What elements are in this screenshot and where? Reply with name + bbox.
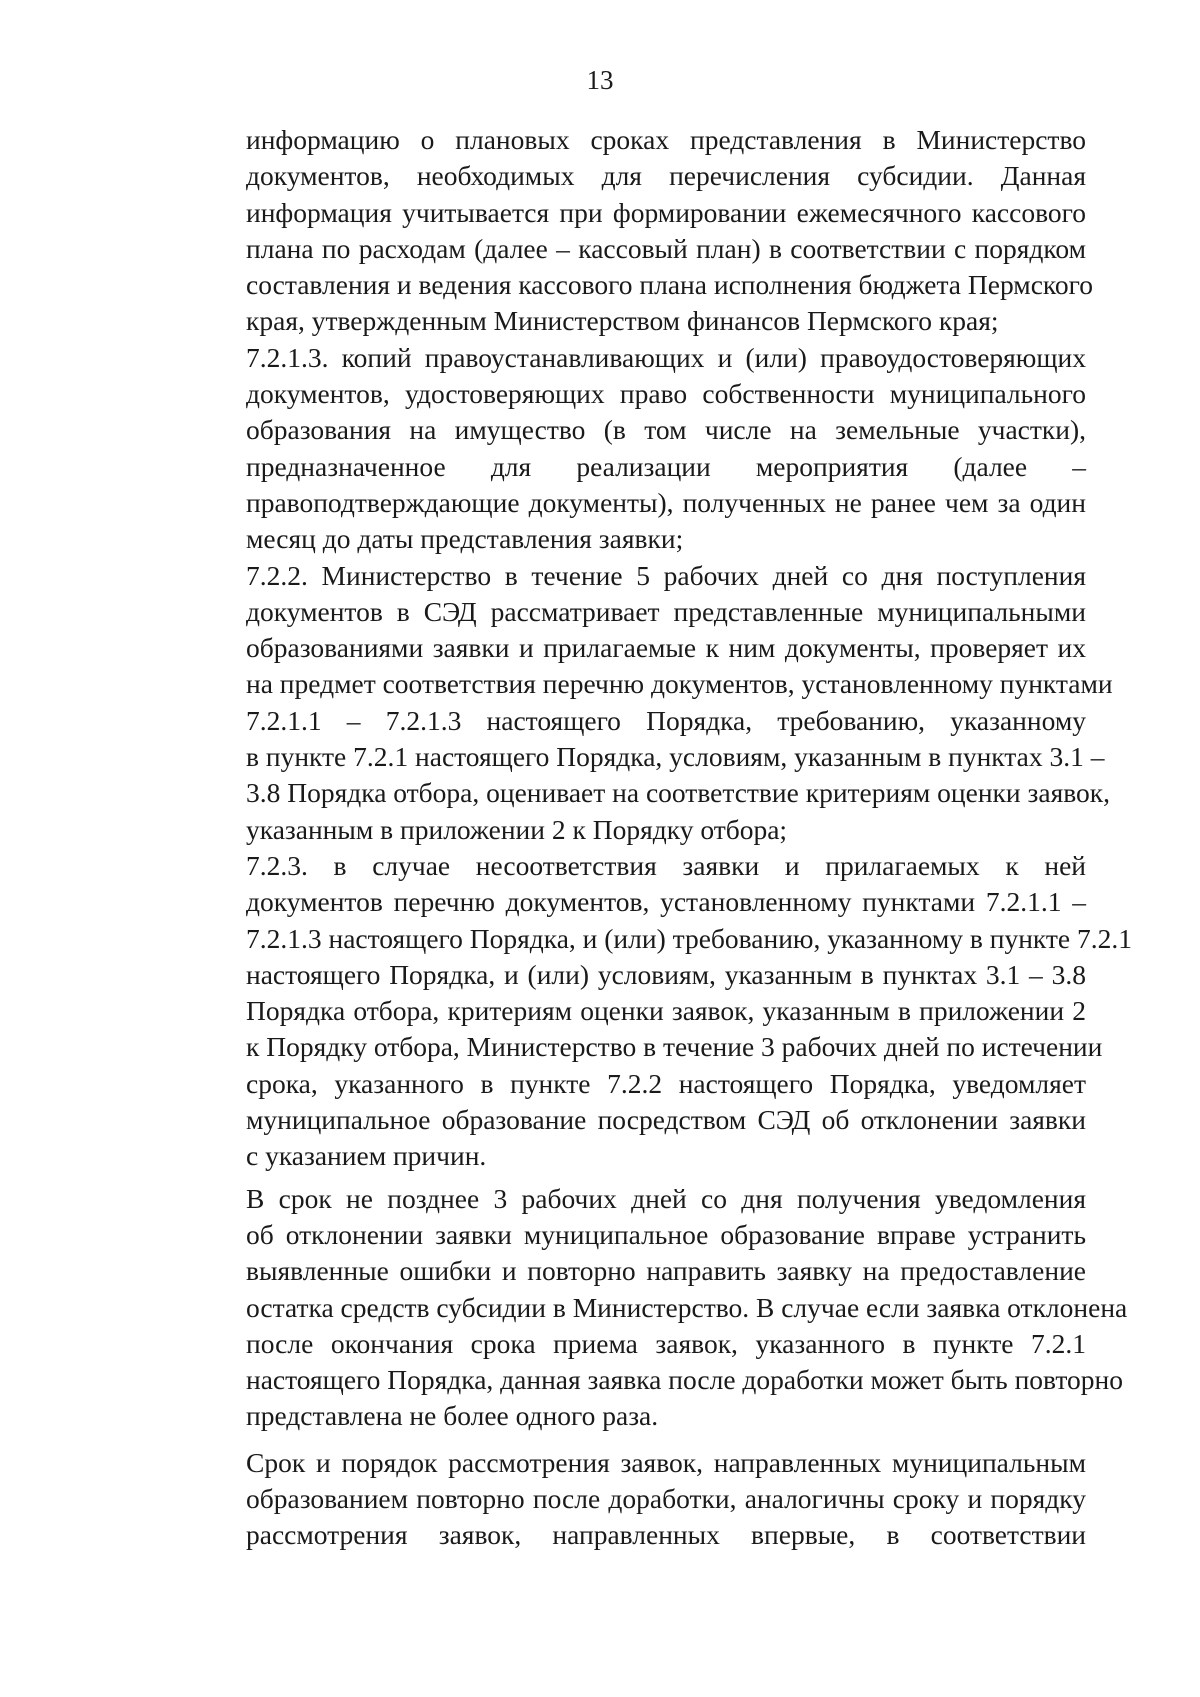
text-line: края, утвержденным Министерством финансов Пермского края;: [246, 305, 999, 337]
text-line: документов, удостоверяющих право собственности муниципального: [246, 378, 1086, 410]
text-line: рассмотрения заявок, направленных впервые, в соответствии: [246, 1519, 1086, 1551]
text-line: информацию о плановых сроках представления в Министерство: [246, 124, 1086, 155]
text-line: 7.2.2. Министерство в течение 5 рабочих дней со дня поступления: [246, 559, 1086, 591]
document-body: [174, 122, 1133, 1554]
text-line: настоящего Порядка, и (или) условиям, указанным в пунктах 3.1 – 3.8: [246, 958, 1086, 990]
text-line: документов, необходимых для перечисления субсидии. Данная: [246, 160, 1086, 192]
text-line: месяц до даты представления заявки;: [246, 523, 684, 555]
text-line: выявленные ошибки и повторно направить заявку на предоставление: [246, 1255, 1086, 1287]
text-line: 7.2.1.3. копий правоустанавливающих и (или) правоудостоверяющих: [246, 341, 1086, 373]
text-line: с указанием причин.: [246, 1140, 487, 1172]
text-line: на предмет соответствия перечню документов, установленному пунктами: [246, 668, 1113, 700]
text-line: остатка средств субсидии в Министерство. В случае если заявка отклонена: [246, 1291, 1128, 1323]
text-line: 7.2.1.3 настоящего Порядка, и (или) требованию, указанному в пункте 7.2.1: [246, 922, 1133, 954]
text-line: образованиями заявки и прилагаемые к ним документы, проверяет их: [246, 632, 1086, 664]
text-line: муниципальное образование посредством СЭД об отклонении заявки: [246, 1104, 1086, 1136]
text-line: об отклонении заявки муниципальное образование вправе устранить: [246, 1218, 1086, 1250]
text-line: в пункте 7.2.1 настоящего Порядка, условиям, указанным в пунктах 3.1 –: [246, 741, 1105, 773]
text-line: указанным в приложении 2 к Порядку отбора;: [246, 813, 788, 845]
text-line: 3.8 Порядка отбора, оценивает на соответствие критериям оценки заявок,: [246, 777, 1110, 809]
text-line: 7.2.1.1 – 7.2.1.3 настоящего Порядка, требованию, указанному: [246, 704, 1086, 736]
text-line: документов в СЭД рассматривает представленные муниципальными: [246, 595, 1086, 627]
text-line: после окончания срока приема заявок, указанного в пункте 7.2.1: [246, 1327, 1086, 1359]
text-line: настоящего Порядка, данная заявка после доработки может быть повторно: [246, 1364, 1123, 1396]
text-line: плана по расходам (далее – кассовый план) в соответствии с порядком: [246, 232, 1086, 264]
text-line: 7.2.3. в случае несоответствия заявки и прилагаемых к ней: [246, 849, 1086, 881]
text-line: срока, указанного в пункте 7.2.2 настоящего Порядка, уведомляет: [246, 1067, 1086, 1099]
text-line: образованием повторно после доработки, аналогичны сроку и порядку: [246, 1482, 1086, 1514]
paragraph-7-2-1-3: [174, 340, 1086, 558]
text-line: Срок и порядок рассмотрения заявок, направленных муниципальным: [246, 1446, 1086, 1478]
text-line: правоподтверждающие документы), полученных не ранее чем за один: [246, 486, 1086, 518]
text-line: В срок не позднее 3 рабочих дней со дня получения уведомления: [246, 1182, 1086, 1214]
text-line: предназначенное для реализации мероприятия (далее –: [246, 450, 1086, 482]
text-line: к Порядку отбора, Министерство в течение 3 рабочих дней по истечении: [246, 1031, 1103, 1063]
text-line: составления и ведения кассового плана исполнения бюджета Пермского: [246, 269, 1093, 301]
text-line: информация учитывается при формировании ежемесячного кассового: [246, 196, 1086, 228]
paragraph-review-procedure: [174, 1445, 1086, 1554]
text-line: представлена не более одного раза.: [246, 1400, 659, 1432]
text-line: образования на имущество (в том числе на земельные участки),: [246, 414, 1086, 446]
page-number: 13: [586, 65, 614, 95]
paragraph-7-2-3: [174, 848, 1133, 1175]
paragraph-resubmission: [174, 1181, 1128, 1435]
paragraph-kassovy-plan: [174, 122, 1093, 340]
paragraph-7-2-2: [174, 558, 1113, 848]
text-line: документов перечню документов, установленному пунктами 7.2.1.1 –: [246, 886, 1086, 918]
paragraph-spacer: [174, 1435, 1086, 1445]
text-line: Порядка отбора, критериям оценки заявок, указанным в приложении 2: [246, 995, 1086, 1027]
